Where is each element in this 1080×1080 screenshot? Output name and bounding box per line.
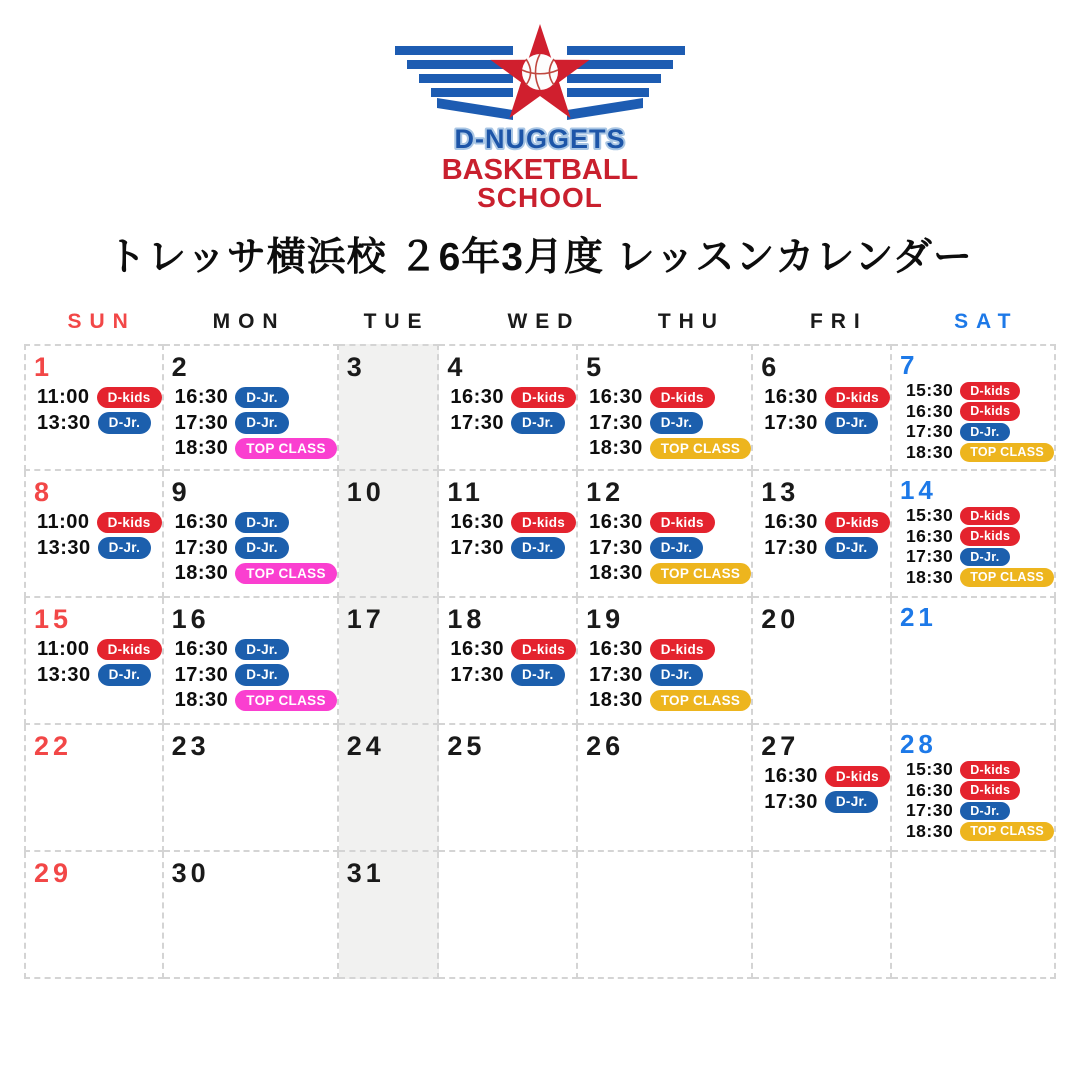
- lesson-row: [164, 690, 337, 712]
- lesson-time: 17:30: [905, 421, 954, 442]
- lesson-time: 17:30: [905, 800, 954, 821]
- lesson-row: [892, 527, 1054, 546]
- day-cell-8: [24, 471, 164, 598]
- day-cell-16: [164, 598, 339, 725]
- class-badge-top-gold: TOP CLASS: [650, 690, 751, 712]
- class-badge-d-jr: D-Jr.: [825, 537, 879, 559]
- class-badge-d-kids: D-kids: [960, 761, 1020, 780]
- class-badge-d-kids: D-kids: [511, 639, 576, 661]
- day-cell-28: [892, 725, 1056, 852]
- lesson-time: 16:30: [450, 511, 505, 534]
- class-badge-d-kids: D-kids: [650, 639, 715, 661]
- class-badge-d-kids: D-kids: [650, 512, 715, 534]
- lesson-row: [578, 412, 751, 434]
- lesson-time: 16:30: [764, 386, 818, 409]
- class-badge-top-magenta: TOP CLASS: [235, 438, 336, 460]
- day-number: 8: [34, 477, 54, 507]
- day-number: 26: [586, 731, 625, 761]
- lesson-time: 16:30: [589, 511, 643, 534]
- lesson-row: [26, 639, 162, 661]
- lesson-time: 15:30: [905, 759, 954, 780]
- day-cell-14: [892, 471, 1056, 598]
- day-cell-3: [339, 344, 440, 471]
- lesson-time: 16:30: [905, 400, 954, 421]
- lesson-row: [164, 639, 337, 661]
- class-badge-d-kids: D-kids: [960, 402, 1020, 421]
- day-cell-5: [578, 344, 753, 471]
- lesson-time: 18:30: [174, 562, 229, 585]
- lesson-time: 13:30: [37, 663, 91, 686]
- lesson-time: 13:30: [37, 536, 91, 559]
- lesson-time: 18:30: [174, 437, 229, 460]
- lesson-time: 16:30: [589, 386, 643, 409]
- day-cell-18: [439, 598, 578, 725]
- lesson-row: [439, 387, 576, 409]
- class-badge-d-jr: D-Jr.: [511, 537, 565, 559]
- class-badge-top-gold: TOP CLASS: [650, 563, 751, 585]
- lesson-row: [892, 507, 1054, 526]
- day-number: 19: [586, 604, 625, 634]
- lesson-time: 18:30: [905, 566, 954, 587]
- class-badge-d-jr: D-Jr.: [235, 512, 289, 534]
- lesson-row: [578, 512, 751, 534]
- day-number: 15: [34, 604, 73, 634]
- class-badge-d-jr: D-Jr.: [235, 387, 289, 409]
- class-badge-d-kids: D-kids: [825, 512, 890, 534]
- lesson-time: 17:30: [174, 536, 229, 559]
- day-cell-21: [892, 598, 1056, 725]
- class-badge-d-kids: D-kids: [511, 387, 576, 409]
- day-number: 18: [447, 604, 486, 634]
- day-number: 27: [761, 731, 800, 761]
- logo-emblem: [385, 18, 695, 214]
- logo-text-school: SCHOOL: [477, 182, 603, 213]
- day-cell-25: [439, 725, 578, 852]
- class-badge-d-jr: D-Jr.: [960, 548, 1009, 567]
- lesson-time: 17:30: [174, 411, 229, 434]
- day-cell-20: [753, 598, 892, 725]
- lesson-time: 11:00: [37, 638, 90, 661]
- class-badge-d-jr: D-Jr.: [825, 412, 879, 434]
- lesson-time: 16:30: [905, 525, 954, 546]
- lesson-time: 11:00: [37, 386, 90, 409]
- day-number: 5: [586, 352, 606, 382]
- weekday-sun: SUN: [67, 310, 136, 333]
- lesson-time: 16:30: [450, 386, 505, 409]
- weekday-sat: SAT: [954, 310, 1019, 333]
- day-cell-19: [578, 598, 753, 725]
- day-cell-30: [164, 852, 339, 979]
- lesson-row: [26, 387, 162, 409]
- lesson-row: [439, 412, 576, 434]
- day-number: 2: [171, 352, 191, 382]
- lesson-row: [164, 664, 337, 686]
- lesson-time: 17:30: [764, 790, 818, 813]
- day-number: 3: [346, 352, 366, 382]
- day-cell-empty: [578, 852, 753, 979]
- class-badge-d-kids: D-kids: [650, 387, 715, 409]
- day-number: 22: [34, 731, 73, 761]
- lesson-time: 17:30: [589, 411, 643, 434]
- lesson-time: 16:30: [174, 638, 229, 661]
- class-badge-d-kids: D-kids: [97, 639, 162, 661]
- class-badge-d-kids: D-kids: [97, 387, 162, 409]
- lesson-row: [892, 761, 1054, 780]
- class-badge-d-kids: D-kids: [960, 382, 1020, 401]
- class-badge-d-kids: D-kids: [960, 507, 1020, 526]
- lesson-row: [892, 402, 1054, 421]
- day-number: 14: [899, 475, 937, 505]
- lesson-time: 17:30: [450, 536, 505, 559]
- lesson-time: 11:00: [37, 511, 90, 534]
- lesson-row: [578, 438, 751, 460]
- lesson-time: 18:30: [905, 820, 954, 841]
- day-cell-15: [24, 598, 164, 725]
- weekday-fri: FRI: [809, 310, 868, 333]
- day-cell-27: [753, 725, 892, 852]
- lesson-row: [578, 690, 751, 712]
- lesson-time: 17:30: [905, 546, 954, 567]
- lesson-time: 13:30: [37, 411, 91, 434]
- day-cell-9: [164, 471, 339, 598]
- day-number: 9: [171, 477, 191, 507]
- lesson-row: [164, 438, 337, 460]
- lesson-time: 16:30: [589, 638, 643, 661]
- day-cell-1: [24, 344, 164, 471]
- logo-text-basketball: BASKETBALL: [441, 154, 639, 186]
- lesson-time: 16:30: [905, 779, 954, 800]
- lesson-time: 16:30: [174, 511, 229, 534]
- day-cell-empty: [892, 852, 1056, 979]
- weekday-thu: THU: [657, 310, 725, 333]
- lesson-row: [578, 537, 751, 559]
- day-number: 16: [171, 604, 210, 634]
- class-badge-d-jr: D-Jr.: [98, 664, 152, 686]
- lesson-row: [439, 639, 576, 661]
- day-number: 24: [346, 731, 385, 761]
- lesson-row: [892, 781, 1054, 800]
- class-badge-d-jr: D-Jr.: [960, 802, 1009, 821]
- day-cell-7: [892, 344, 1056, 471]
- day-cell-23: [164, 725, 339, 852]
- lesson-time: 17:30: [764, 536, 818, 559]
- lesson-row: [439, 664, 576, 686]
- day-cell-17: [339, 598, 440, 725]
- weekday-wed: WED: [507, 310, 581, 333]
- class-badge-d-jr: D-Jr.: [650, 537, 704, 559]
- class-badge-d-jr: D-Jr.: [511, 412, 565, 434]
- lesson-row: [26, 537, 162, 559]
- lesson-time: 17:30: [450, 411, 505, 434]
- lesson-row: [753, 766, 890, 788]
- day-number: 12: [586, 477, 625, 507]
- left-wing-icon: [395, 46, 513, 120]
- day-cell-31: [339, 852, 440, 979]
- class-badge-d-kids: D-kids: [825, 387, 890, 409]
- lesson-row: [892, 443, 1054, 462]
- lesson-row: [892, 382, 1054, 401]
- day-number: 20: [761, 604, 800, 634]
- calendar-grid: [24, 344, 1056, 979]
- lesson-time: 16:30: [764, 765, 818, 788]
- class-badge-d-jr: D-Jr.: [98, 412, 152, 434]
- day-cell-12: [578, 471, 753, 598]
- day-number: 11: [447, 477, 484, 507]
- lesson-time: 18:30: [905, 441, 954, 462]
- lesson-row: [753, 412, 890, 434]
- day-cell-24: [339, 725, 440, 852]
- lesson-row: [753, 537, 890, 559]
- day-number: 10: [346, 477, 385, 507]
- lesson-time: 17:30: [589, 663, 643, 686]
- lesson-row: [578, 664, 751, 686]
- day-cell-29: [24, 852, 164, 979]
- class-badge-top-gold: TOP CLASS: [650, 438, 751, 460]
- class-badge-d-jr: D-Jr.: [235, 639, 289, 661]
- day-number: 21: [899, 602, 937, 632]
- class-badge-d-jr: D-Jr.: [235, 664, 289, 686]
- class-badge-d-jr: D-Jr.: [235, 537, 289, 559]
- day-cell-6: [753, 344, 892, 471]
- day-number: 4: [447, 352, 467, 382]
- lesson-row: [578, 639, 751, 661]
- lesson-row: [164, 563, 337, 585]
- class-badge-d-jr: D-Jr.: [960, 423, 1009, 442]
- lesson-time: 16:30: [174, 386, 229, 409]
- day-number: 13: [761, 477, 800, 507]
- school-logo: [0, 0, 1080, 214]
- class-badge-d-kids: D-kids: [511, 512, 576, 534]
- lesson-row: [26, 512, 162, 534]
- page-title: トレッサ横浜校 ２6年3月度 レッスンカレンダー: [107, 236, 973, 279]
- lesson-time: 15:30: [905, 505, 954, 526]
- class-badge-top-magenta: TOP CLASS: [235, 690, 336, 712]
- class-badge-d-kids: D-kids: [960, 527, 1020, 546]
- class-badge-d-jr: D-Jr.: [511, 664, 565, 686]
- logo-text-dnuggets: D-NUGGETS: [454, 124, 626, 154]
- weekday-header: [24, 310, 1056, 334]
- day-cell-4: [439, 344, 578, 471]
- day-number: 28: [899, 729, 937, 759]
- lesson-row: [439, 537, 576, 559]
- lesson-row: [892, 802, 1054, 821]
- lesson-time: 18:30: [174, 689, 229, 712]
- lesson-time: 18:30: [589, 689, 643, 712]
- class-badge-d-kids: D-kids: [825, 766, 890, 788]
- day-cell-11: [439, 471, 578, 598]
- class-badge-d-jr: D-Jr.: [98, 537, 152, 559]
- day-number: 23: [171, 731, 210, 761]
- day-cell-22: [24, 725, 164, 852]
- lesson-row: [753, 387, 890, 409]
- class-badge-d-jr: D-Jr.: [650, 412, 704, 434]
- class-badge-top-gold: TOP CLASS: [960, 822, 1054, 841]
- day-cell-26: [578, 725, 753, 852]
- lesson-row: [892, 568, 1054, 587]
- lesson-time: 17:30: [589, 536, 643, 559]
- day-number: 6: [761, 352, 781, 382]
- day-number: 30: [171, 858, 210, 888]
- lesson-row: [164, 537, 337, 559]
- day-number: 1: [34, 352, 54, 382]
- day-number: 29: [34, 858, 73, 888]
- day-cell-2: [164, 344, 339, 471]
- day-cell-empty: [439, 852, 578, 979]
- day-number: 31: [346, 858, 385, 888]
- lesson-row: [753, 512, 890, 534]
- class-badge-d-kids: D-kids: [960, 781, 1020, 800]
- lesson-time: 16:30: [450, 638, 505, 661]
- weekday-mon: MON: [212, 310, 286, 333]
- right-wing-icon: [567, 46, 685, 120]
- lesson-row: [164, 412, 337, 434]
- day-number: 7: [899, 350, 919, 380]
- lesson-row: [439, 512, 576, 534]
- day-cell-13: [753, 471, 892, 598]
- lesson-row: [892, 822, 1054, 841]
- day-number: 25: [447, 731, 486, 761]
- class-badge-d-jr: D-Jr.: [825, 791, 879, 813]
- day-number: 17: [346, 604, 385, 634]
- day-cell-10: [339, 471, 440, 598]
- lesson-time: 17:30: [174, 663, 229, 686]
- basketball-icon: [522, 54, 558, 90]
- lesson-time: 15:30: [905, 380, 954, 401]
- lesson-time: 16:30: [764, 511, 818, 534]
- lesson-row: [753, 791, 890, 813]
- lesson-time: 18:30: [589, 562, 643, 585]
- lesson-row: [892, 423, 1054, 442]
- class-badge-d-jr: D-Jr.: [650, 664, 704, 686]
- lesson-row: [26, 412, 162, 434]
- weekday-tue: TUE: [363, 310, 430, 333]
- lesson-time: 17:30: [764, 411, 818, 434]
- lesson-row: [578, 387, 751, 409]
- class-badge-top-magenta: TOP CLASS: [235, 563, 336, 585]
- lesson-row: [164, 387, 337, 409]
- lesson-row: [164, 512, 337, 534]
- class-badge-top-gold: TOP CLASS: [960, 443, 1054, 462]
- class-badge-d-jr: D-Jr.: [235, 412, 289, 434]
- lesson-time: 18:30: [589, 437, 643, 460]
- lesson-time: 17:30: [450, 663, 505, 686]
- class-badge-d-kids: D-kids: [97, 512, 162, 534]
- day-cell-empty: [753, 852, 892, 979]
- lesson-row: [26, 664, 162, 686]
- class-badge-top-gold: TOP CLASS: [960, 568, 1054, 587]
- lesson-row: [892, 548, 1054, 567]
- lesson-row: [578, 563, 751, 585]
